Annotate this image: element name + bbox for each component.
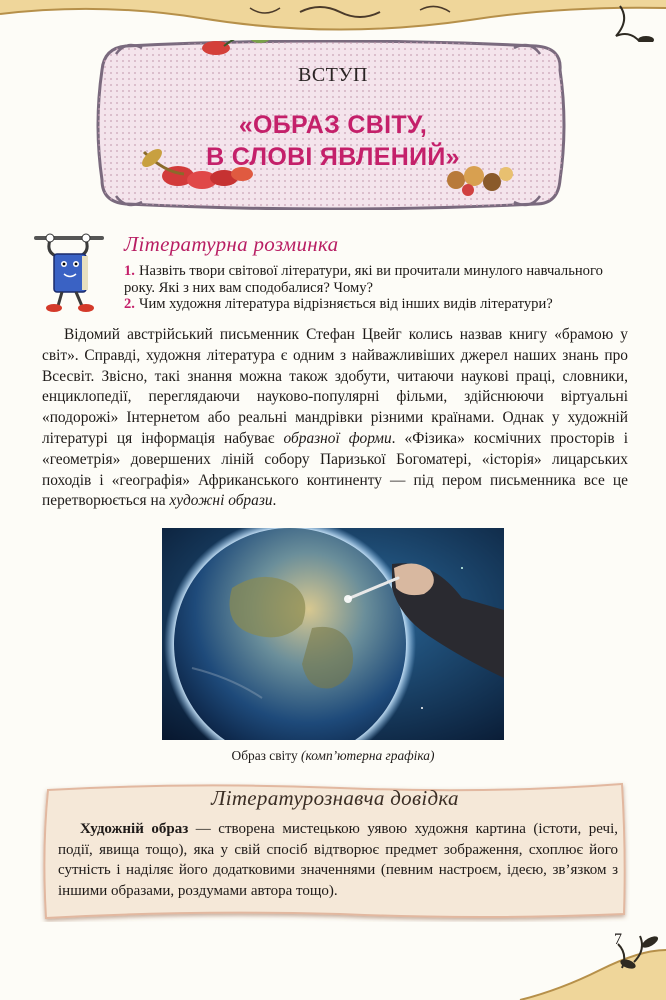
- question-number: 1.: [124, 263, 135, 279]
- chapter-title-line-1: «ОБРАЗ СВІТУ,: [238, 111, 428, 139]
- page-number: 7: [614, 931, 622, 948]
- question-text: Чим художня література відрізняється від інших видів літератури?: [138, 296, 553, 312]
- term: Художній образ: [80, 821, 189, 837]
- section-label: ВСТУП: [298, 64, 368, 86]
- reference-text: Художній образ — створена мистецькою уявою художня картина (істоти, речі, події, явища тощо), яка у свій спосіб відтворює предмет зображення, схоплює його сутність і наділяє його додатковими значеннями (певним настроєм, ідеєю, зв’язком з іншими образами, роздумами автора тощо).: [58, 821, 618, 899]
- chapter-title-line-2: В СЛОВІ ЯВЛЕНИЙ»: [206, 143, 460, 171]
- earth-illustration: [162, 528, 504, 740]
- question-number: 2.: [124, 296, 135, 312]
- reference-heading: Літературознавча довідка: [211, 786, 459, 810]
- question-text: Назвіть твори світової літератури, які ви прочитали минулого навчального року. Які з них вам сподобалися? Чому?: [124, 263, 603, 296]
- book-character-icon: [32, 226, 110, 314]
- warmup-question-1: [124, 263, 634, 297]
- figure-caption: Образ світу (комп’ютерна графіка): [231, 748, 435, 763]
- body-paragraph: Відомий австрійський письменник Стефан Цвейг колись назвав книгу «брамою у світ». Справді, художня література є одним з найважливіших джерел наших знань про Всесвіт. Звісно, такі знання можна також здобути, читаючи наукові праці, словники, енциклопедії, переглядаючи науково-популярні фільми, здійснюючи віртуальні «подорожі» Інтернетом або реальні мандрівки різними країнами. Однак у художній літературі ця інформація набуває образної форми. «Фізика» космічних просторів і «геометрія» довершених ліній собору Паризької Богоматері, «історія» лицарських походів і «географія» Африканського континенту — під пером письменника все це перетворюється на художні образи.: [42, 326, 628, 510]
- emphasis-text: образної форми: [283, 429, 392, 447]
- warmup-question-2: [124, 296, 634, 313]
- emphasis-text: художні образи: [169, 492, 273, 510]
- bottom-ornament: [0, 930, 666, 1000]
- warmup-heading: Літературна розминка: [124, 232, 339, 256]
- top-ornament: [0, 0, 666, 42]
